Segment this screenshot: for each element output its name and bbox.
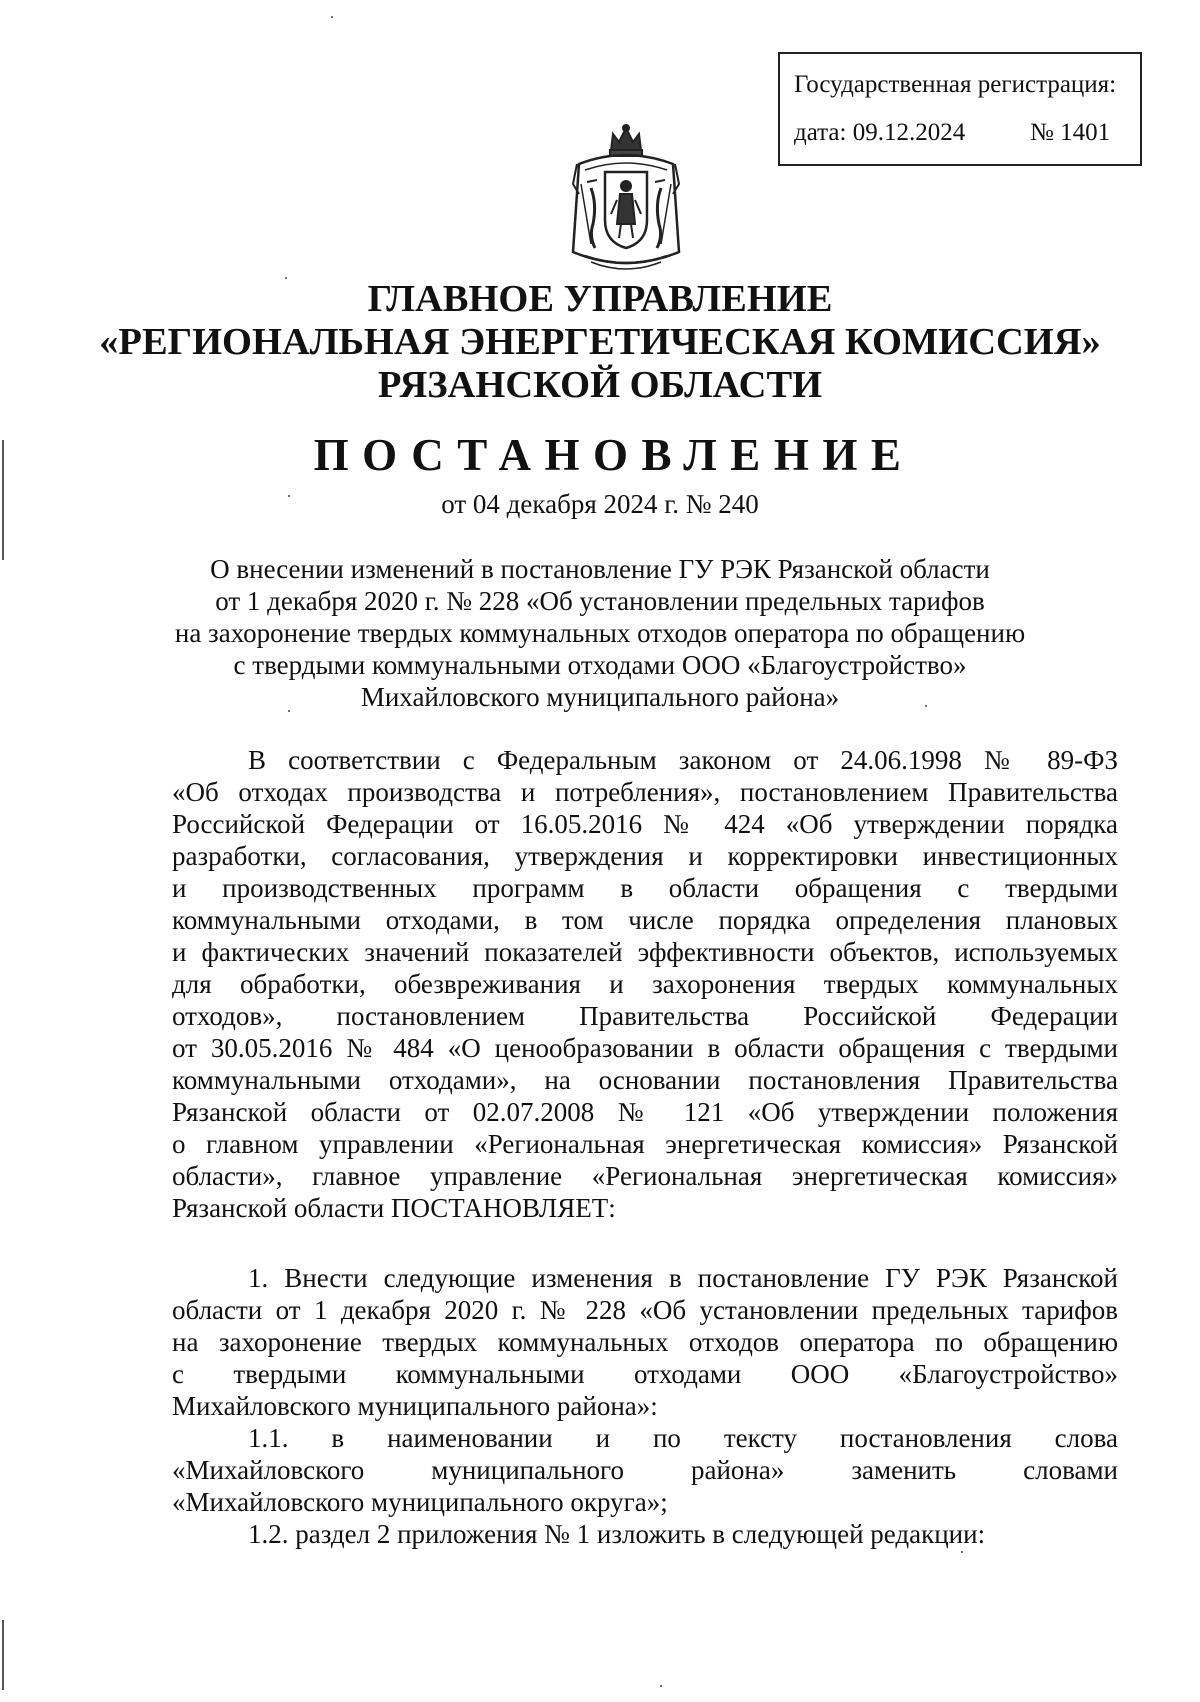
preamble-line: коммунальными отходами», на основании постановления Правительства: [172, 1065, 1118, 1095]
preamble-line: и производственных программ в области обращения с твердыми: [172, 873, 1118, 903]
item11-line: «Михайловского муниципального района» заменить словами: [172, 1455, 1118, 1485]
registration-title: Государственная регистрация:: [794, 71, 1117, 98]
preamble-line: «Об отходах производства и потребления», постановлением Правительства: [172, 777, 1118, 807]
document-date-number: от 04 декабря 2024 г. № 240: [441, 489, 759, 519]
organization-title: [0, 278, 1200, 407]
scan-speck: [660, 1685, 662, 1687]
registration-box: [778, 52, 1142, 166]
preamble-line: области», главное управление «Региональная энергетическая комиссия»: [172, 1161, 1118, 1191]
registration-date-row: [794, 118, 1111, 148]
scan-speck: [961, 1551, 963, 1553]
document-subject: [0, 553, 1200, 713]
scan-edge-mark: [2, 1620, 4, 1690]
scan-speck: [925, 705, 927, 707]
organization-title-line2: «РЕГИОНАЛЬНАЯ ЭНЕРГЕТИЧЕСКАЯ КОМИССИЯ»: [99, 321, 1101, 363]
registration-number: № 1401: [1030, 119, 1111, 146]
preamble-line: о главном управлении «Региональная энергетическая комиссия» Рязанской: [172, 1129, 1118, 1159]
item1-line: с твердыми коммунальными отходами ООО «Благоустройство»: [172, 1359, 1118, 1389]
subject-line: на захоронение твердых коммунальных отходов оператора по обращению: [174, 618, 1026, 648]
preamble-line: Российской Федерации от 16.05.2016 № 424 «Об утверждении порядка: [172, 809, 1118, 839]
preamble-line: разработки, согласования, утверждения и корректировки инвестиционных: [172, 841, 1118, 871]
preamble-paragraph: [172, 744, 1118, 1224]
scan-speck: [331, 16, 333, 18]
preamble-line: В соответствии с Федеральным законом от 24.06.1998 № 89-ФЗ: [248, 745, 1118, 775]
scan-speck: [285, 277, 287, 279]
item1-line: 1. Внести следующие изменения в постановление ГУ РЭК Рязанской: [248, 1263, 1118, 1293]
item1-line: Михайловского муниципального района»:: [172, 1391, 658, 1421]
document-type-title: ПОСТАНОВЛЕНИЕ: [313, 430, 915, 480]
item1-line: на захоронение твердых коммунальных отходов оператора по обращению: [172, 1327, 1118, 1357]
scan-edge-mark: [2, 440, 4, 560]
scan-speck: [288, 710, 290, 712]
preamble-line: коммунальными отходами, в том числе порядка определения плановых: [172, 905, 1118, 935]
item12-line: 1.2. раздел 2 приложения № 1 изложить в следующей редакции:: [248, 1519, 986, 1549]
scan-speck: [288, 495, 290, 497]
preamble-line: отходов», постановлением Правительства Российской Федерации: [172, 1001, 1118, 1031]
item11-line: 1.1. в наименовании и по тексту постановления слова: [248, 1423, 1118, 1453]
subject-line: с твердыми коммунальными отходами ООО «Благоустройство»: [233, 650, 967, 680]
preamble-line: Рязанской области от 02.07.2008 № 121 «Об утверждении положения: [172, 1097, 1118, 1127]
subject-line: от 1 декабря 2020 г. № 228 «Об установлении предельных тарифов: [215, 586, 985, 616]
preamble-line: для обработки, обезвреживания и захоронения твердых коммунальных: [172, 969, 1118, 999]
preamble-line: от 30.05.2016 № 484 «О ценообразовании в области обращения с твердыми: [172, 1033, 1118, 1063]
subject-line: О внесении изменений в постановление ГУ РЭК Рязанской области: [210, 554, 990, 584]
resolution-items: [172, 1262, 1118, 1550]
preamble-line: Рязанской области ПОСТАНОВЛЯЕТ:: [172, 1193, 616, 1223]
item11-line: «Михайловского муниципального округа»;: [172, 1487, 668, 1517]
registration-date: дата: 09.12.2024: [794, 119, 966, 146]
item1-line: области от 1 декабря 2020 г. № 228 «Об установлении предельных тарифов: [172, 1295, 1118, 1325]
organization-title-line1: ГЛАВНОЕ УПРАВЛЕНИЕ: [367, 278, 833, 320]
organization-title-line3: РЯЗАНСКОЙ ОБЛАСТИ: [377, 364, 823, 406]
preamble-line: и фактических значений показателей эффективности объектов, используемых: [172, 937, 1118, 967]
coat-of-arms-icon: [567, 124, 685, 276]
subject-line: Михайловского муниципального района»: [360, 682, 840, 712]
